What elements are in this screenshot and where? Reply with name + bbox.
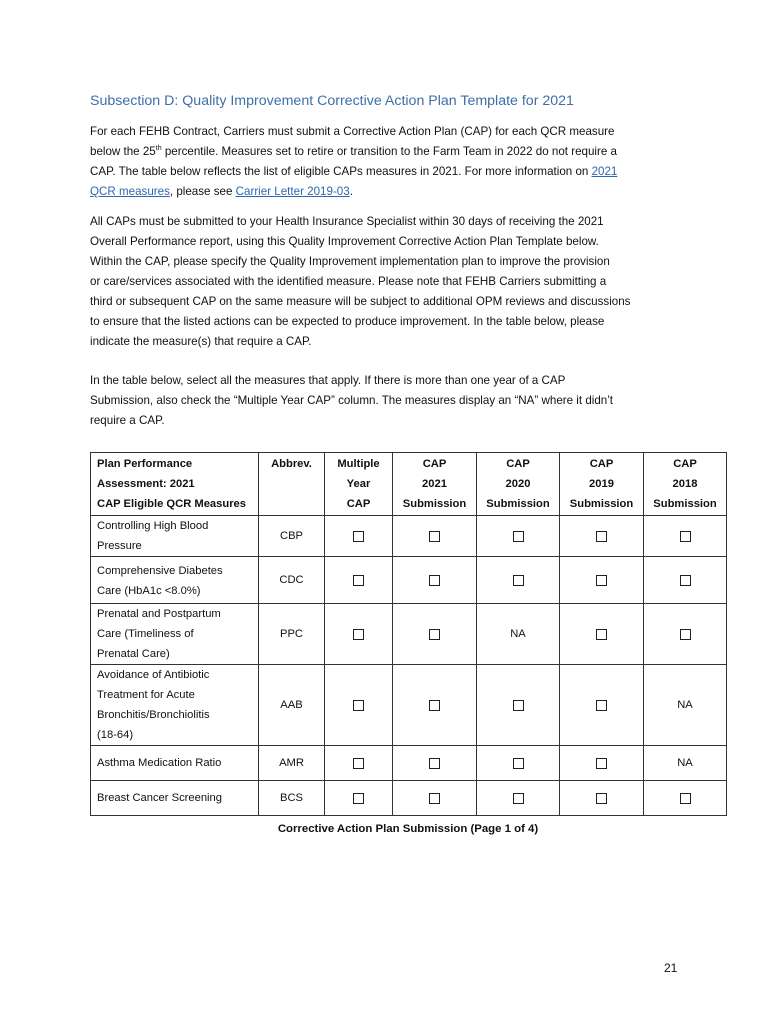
header-text: CAP Eligible QCR Measures — [97, 498, 247, 510]
intro-line-2 — [90, 142, 690, 162]
measure-name: Prenatal Care) — [97, 648, 170, 660]
table-row — [91, 516, 727, 557]
cap-2018-cell — [644, 604, 727, 665]
cap-2021-cell — [393, 516, 477, 557]
checkbox[interactable] — [513, 531, 524, 542]
checkbox[interactable] — [353, 700, 364, 711]
abbrev-cell: AMR — [259, 746, 325, 781]
cap-2020-cell — [477, 516, 560, 557]
section-heading: Subsection D: Quality Improvement Corrective Action Plan Template for 2021 — [90, 93, 574, 109]
cap-2019-cell — [560, 746, 644, 781]
cap-2019-cell — [560, 516, 644, 557]
measure-name: Asthma Medication Ratio — [97, 757, 222, 769]
abbrev-cell: AAB — [259, 665, 325, 746]
intro-paragraph — [90, 122, 690, 202]
multiple-year-cell — [325, 665, 393, 746]
cap-2020-cell: NA — [477, 604, 560, 665]
multiple-year-cell — [325, 557, 393, 604]
measure-name: (18-64) — [97, 729, 134, 741]
intro-line-3-text: CAP. The table below reflects the list of eligible CAPs measures in 2021. For more information on — [90, 165, 592, 178]
header-abbrev — [259, 453, 325, 516]
measure-name: Comprehensive Diabetes — [97, 565, 223, 577]
checkbox[interactable] — [353, 629, 364, 640]
measure-name: Avoidance of Antibiotic — [97, 669, 210, 681]
measure-name-cell — [91, 604, 259, 665]
measure-name: Breast Cancer Screening — [97, 792, 222, 804]
intro-line-4-text: , please see — [169, 185, 236, 198]
measure-name-cell — [91, 746, 259, 781]
cap-2019-cell — [560, 557, 644, 604]
submission-line: or care/services associated with the identified measure. Please note that FEHB Carriers submitting a — [90, 275, 607, 288]
abbrev-cell: CBP — [259, 516, 325, 557]
table-row — [91, 604, 727, 665]
cap-2018-cell — [644, 516, 727, 557]
table-row — [91, 781, 727, 816]
cap-2021-cell — [393, 557, 477, 604]
cap-2021-cell — [393, 781, 477, 816]
table-caption: Corrective Action Plan Submission (Page 1 of 4) — [277, 823, 539, 835]
checkbox[interactable] — [429, 531, 440, 542]
instructions-line: Submission, also check the “Multiple Year CAP” column. The measures display an “NA” where it didn’t — [90, 394, 614, 407]
measure-name-cell — [91, 781, 259, 816]
multiple-year-cell — [325, 746, 393, 781]
checkbox[interactable] — [353, 758, 364, 769]
measure-name-cell — [91, 665, 259, 746]
intro-line-4-end: . — [349, 185, 353, 198]
cap-2018-cell: NA — [644, 746, 727, 781]
header-text: Submission — [569, 498, 634, 510]
header-multiple-year-cap — [325, 453, 393, 516]
intro-line-3 — [90, 162, 690, 182]
header-text: Submission — [653, 498, 717, 510]
submission-line: Overall Performance report, using this Quality Improvement Corrective Action Plan Template below. — [90, 235, 599, 248]
submission-line: All CAPs must be submitted to your Health Insurance Specialist within 30 days of receiving the 2021 — [90, 215, 604, 228]
abbrev-cell: BCS — [259, 781, 325, 816]
header-text: Plan Performance — [97, 458, 193, 470]
header-text: Assessment: 2021 — [97, 478, 195, 490]
checkbox[interactable] — [596, 531, 607, 542]
header-text: 2019 — [589, 478, 614, 490]
cap-2020-cell — [477, 781, 560, 816]
submission-line: indicate the measure(s) that require a CAP. — [90, 335, 312, 348]
cap-2020-cell — [477, 665, 560, 746]
checkbox[interactable] — [353, 531, 364, 542]
header-text: Multiple — [337, 458, 380, 470]
checkbox[interactable] — [429, 700, 440, 711]
cap-2018-cell — [644, 781, 727, 816]
cap-measures-table — [90, 452, 727, 816]
header-text: Submission — [486, 498, 550, 510]
cap-2019-cell — [560, 604, 644, 665]
table-row — [91, 665, 727, 746]
measure-name: Pressure — [97, 540, 142, 552]
submission-paragraph — [90, 212, 690, 352]
header-cap-2018 — [644, 453, 727, 516]
checkbox[interactable] — [596, 793, 607, 804]
checkbox[interactable] — [596, 700, 607, 711]
checkbox[interactable] — [596, 629, 607, 640]
table-header-row — [91, 453, 727, 516]
checkbox[interactable] — [513, 758, 524, 769]
cap-2021-cell — [393, 665, 477, 746]
cap-2018-cell — [644, 557, 727, 604]
checkbox[interactable] — [513, 793, 524, 804]
checkbox[interactable] — [596, 575, 607, 586]
checkbox[interactable] — [680, 531, 691, 542]
checkbox[interactable] — [353, 575, 364, 586]
cap-2018-cell: NA — [644, 665, 727, 746]
header-measure — [91, 453, 259, 516]
table-row — [91, 557, 727, 604]
header-text: 2020 — [505, 478, 531, 490]
qcr-measures-link-part2[interactable]: QCR measures — [90, 185, 170, 198]
checkbox[interactable] — [513, 700, 524, 711]
checkbox[interactable] — [513, 575, 524, 586]
instructions-paragraph — [90, 371, 690, 431]
superscript-th: th — [155, 145, 162, 153]
cap-2020-cell — [477, 557, 560, 604]
multiple-year-cell — [325, 781, 393, 816]
intro-line-2-end: percentile. Measures set to retire or transition to the Farm Team in 2022 do not require a — [161, 145, 617, 158]
cap-2019-cell — [560, 781, 644, 816]
checkbox[interactable] — [429, 629, 440, 640]
intro-line-4 — [90, 182, 690, 202]
intro-line-1: For each FEHB Contract, Carriers must submit a Corrective Action Plan (CAP) for each QCR measure — [90, 125, 615, 138]
header-cap-2020 — [477, 453, 560, 516]
abbrev-cell: PPC — [259, 604, 325, 665]
cap-2021-cell — [393, 746, 477, 781]
header-text: CAP — [589, 458, 614, 470]
measure-name: Controlling High Blood — [97, 520, 209, 532]
measure-name: Care (HbA1c <8.0%) — [97, 585, 201, 597]
multiple-year-cell — [325, 604, 393, 665]
cap-2019-cell — [560, 665, 644, 746]
carrier-letter-link[interactable]: Carrier Letter 2019-03 — [235, 185, 350, 198]
checkbox[interactable] — [680, 575, 691, 586]
checkbox[interactable] — [680, 629, 691, 640]
submission-line: Within the CAP, please specify the Quality Improvement implementation plan to improve the provision — [90, 255, 610, 268]
abbrev-cell: CDC — [259, 557, 325, 604]
header-text: CAP — [346, 498, 371, 510]
header-text: CAP — [506, 458, 530, 470]
header-cap-2019 — [560, 453, 644, 516]
header-text: Year — [346, 478, 371, 490]
checkbox[interactable] — [596, 758, 607, 769]
cap-2020-cell — [477, 746, 560, 781]
header-text: 2021 — [422, 478, 447, 490]
submission-line: third or subsequent CAP on the same measure will be subject to additional OPM reviews and discussions — [90, 295, 631, 308]
qcr-measures-link-part1[interactable]: 2021 — [591, 165, 618, 178]
header-text: Submission — [402, 498, 467, 510]
header-cap-2021 — [393, 453, 477, 516]
measure-name: Care (Timeliness of — [97, 628, 194, 640]
instructions-line: require a CAP. — [90, 414, 165, 427]
header-text: 2018 — [672, 478, 698, 490]
header-text: Abbrev. — [271, 458, 312, 470]
measure-name-cell — [91, 557, 259, 604]
multiple-year-cell — [325, 516, 393, 557]
checkbox[interactable] — [429, 793, 440, 804]
page-number: 21 — [664, 961, 678, 975]
measure-name: Prenatal and Postpartum — [97, 608, 221, 620]
table-row — [91, 746, 727, 781]
header-text: CAP — [673, 458, 697, 470]
checkbox[interactable] — [680, 793, 691, 804]
submission-line: to ensure that the listed actions can be expected to produce improvement. In the table below, please — [90, 315, 605, 328]
measure-name: Treatment for Acute — [97, 689, 195, 701]
measure-name: Bronchitis/Bronchiolitis — [97, 709, 210, 721]
checkbox[interactable] — [429, 758, 440, 769]
header-text: CAP — [422, 458, 447, 470]
instructions-line: In the table below, select all the measures that apply. If there is more than one year of a CAP — [90, 374, 566, 387]
measure-name-cell — [91, 516, 259, 557]
checkbox[interactable] — [429, 575, 440, 586]
cap-2021-cell — [393, 604, 477, 665]
intro-line-2-start: below the 25 — [90, 145, 156, 158]
checkbox[interactable] — [353, 793, 364, 804]
